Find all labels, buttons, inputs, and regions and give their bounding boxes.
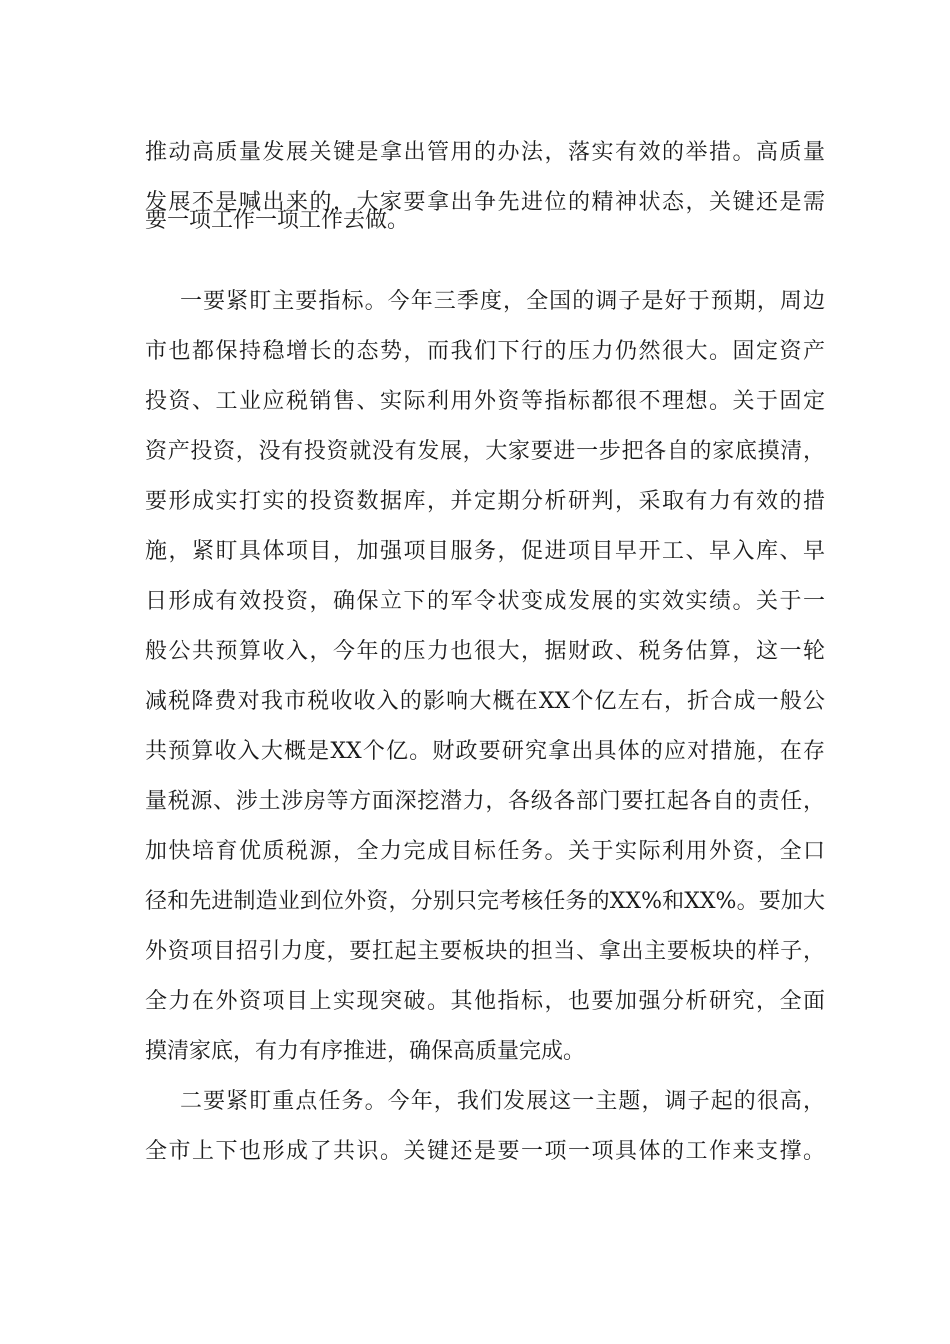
text-line: 要形成实打实的投资数据库，并定期分析研判，采取有力有效的措 [145, 489, 825, 514]
text-line: 投资、工业应税销售、实际利用外资等指标都很不理想。关于固定 [145, 389, 825, 414]
text-line: 要一项工作一项工作去做。 [145, 208, 410, 233]
text-line: 外资项目招引力度，要扛起主要板块的担当、拿出主要板块的样子， [145, 939, 825, 964]
text-line: 般公共预算收入，今年的压力也很大，据财政、税务估算，这一轮 [145, 639, 825, 664]
text-line: 减税降费对我市税收收入的影响大概在XX个亿左右，折合成一般公 [145, 689, 825, 714]
text-line: 摸清家底，有力有序推进，确保高质量完成。 [145, 1039, 586, 1064]
text-line: 加快培育优质税源，全力完成目标任务。关于实际利用外资，全口 [145, 839, 825, 864]
text-line: 全市上下也形成了共识。关键还是要一项一项具体的工作来支撑。 [145, 1139, 825, 1164]
text-line: 全力在外资项目上实现突破。其他指标，也要加强分析研究，全面 [145, 989, 825, 1014]
text-line: 资产投资，没有投资就没有发展，大家要进一步把各自的家底摸清， [145, 439, 825, 464]
text-line: 径和先进制造业到位外资，分别只完考核任务的XX%和XX%。要加大 [145, 889, 825, 914]
text-line: 推动高质量发展关键是拿出管用的办法，落实有效的举措。高质量 [145, 140, 825, 165]
text-line: 发展不是喊出来的，大家要拿出争先进位的精神状态，关键还是需 [145, 190, 825, 215]
text-line: 日形成有效投资，确保立下的军令状变成发展的实效实绩。关于一 [145, 589, 825, 614]
text-line: 市也都保持稳增长的态势，而我们下行的压力仍然很大。固定资产 [145, 339, 825, 364]
text-line: 共预算收入大概是XX个亿。财政要研究拿出具体的应对措施，在存 [145, 739, 825, 764]
text-line: 量税源、涉土涉房等方面深挖潜力，各级各部门要扛起各自的责任， [145, 789, 825, 814]
paragraph-first-line: 二要紧盯重点任务。今年，我们发展这一主题，调子起的很高， [180, 1089, 825, 1114]
paragraph-first-line: 一要紧盯主要指标。今年三季度，全国的调子是好于预期，周边 [180, 289, 825, 314]
text-line: 施，紧盯具体项目，加强项目服务，促进项目早开工、早入库、早 [145, 539, 825, 564]
